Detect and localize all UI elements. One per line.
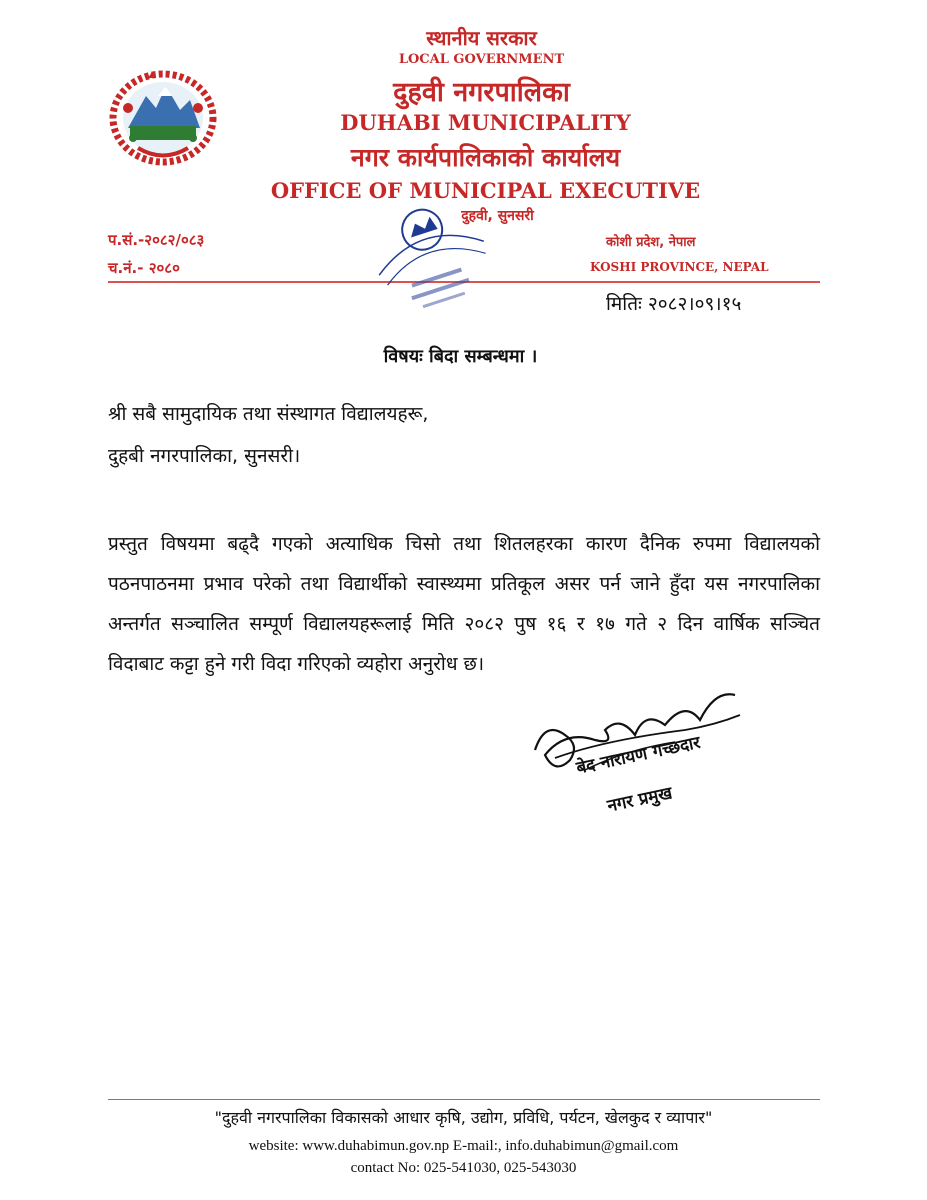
addressee-line-1: श्री सबै सामुदायिक तथा संस्थागत विद्यालयहरू, (108, 403, 429, 425)
footer-slogan: "दुहवी नगरपालिका विकासको आधार कृषि, उद्योग, प्रविधि, पर्यटन, खेलकुद र व्यापार" (214, 1108, 713, 1127)
header-office-np: नगर कार्यपालिकाको कार्यालय (350, 143, 621, 172)
footer-divider (108, 1099, 820, 1100)
header-municipality-np: दुहवी नगरपालिका (393, 77, 570, 108)
header-municipality-en: DUHABI MUNICIPALITY (340, 110, 631, 135)
subject: विषयः बिदा सम्बन्धमा । (383, 346, 538, 367)
letter-number: प.सं.-२०८२/०८३ (108, 231, 205, 249)
dispatch-number: च.नं.- २०८० (108, 259, 180, 277)
footer-contact: contact No: 025-541030, 025-543030 (350, 1160, 577, 1176)
header-office-en: OFFICE OF MUNICIPAL EXECUTIVE (270, 178, 701, 203)
body-paragraph: प्रस्तुत विषयमा बढ्दै गएको अत्याधिक चिसो तथा शितलहरका कारण दैनिक रुपमा विद्यालयको पठनपाठनमा प्रभाव परेको तथा विद्यार्थीको स्वास्थ्यमा प्रतिकूल असर पर्न जाने हुँदा यस नगरपालिका अन्तर्गत सञ्चालित सम्पूर्ण विद्यालयहरूलाई मिति २०८२ पुष १६ र १७ गते २ दिन वार्षिक सञ्चित विदाबाट कट्टा हुने गरी विदा गरिएको व्यहोरा अनुरोध छ। (108, 533, 820, 675)
header-location-np: दुहवी, सुनसरी (461, 208, 534, 224)
header-local-gov-en: LOCAL GOVERNMENT (398, 52, 565, 67)
office-stamp (358, 198, 508, 328)
footer-web-email: website: www.duhabimun.gov.np E-mail:, info.duhabimun@gmail.com (248, 1138, 679, 1154)
province-np: कोशी प्रदेश, नेपाल (606, 235, 696, 250)
letter-date: मितिः २०८२।०९।१५ (606, 293, 742, 315)
signatory-title: नगर प्रमुख (605, 783, 674, 817)
addressee-line-2: दुहबी नगरपालिका, सुनसरी। (108, 445, 301, 467)
header-local-gov-np: स्थानीय सरकार (426, 26, 537, 50)
signatory-name: बेद नारायण गच्छदार (574, 732, 703, 779)
province-en: KOSHI PROVINCE, NEPAL (590, 260, 769, 274)
